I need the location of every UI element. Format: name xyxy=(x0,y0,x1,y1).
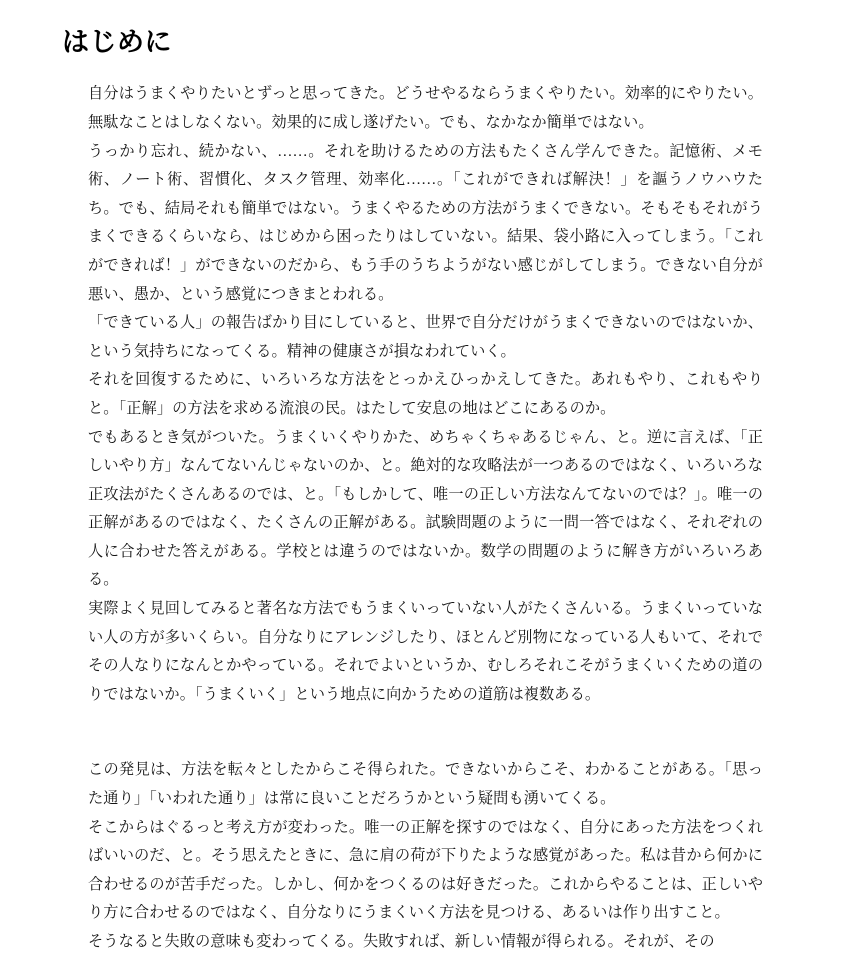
paragraph: そこからはぐるっと考え方が変わった。唯一の正解を探すのではなく、自分にあった方法をつくればいいのだ、と。そう思えたときに、急に肩の荷が下りたような感覚があった。私は昔から何かに合わせるのが苦手だった。しかし、何かをつくるのは好きだった。これからやることは、正しいやり方に合わせるのではなく、自分なりにうまくいく方法を見つける、あるいは作り出すこと。 xyxy=(88,818,763,922)
paragraph: そうなると失敗の意味も変わってくる。失敗すれば、新しい情報が得られる。それが、その xyxy=(88,933,715,951)
page-title: はじめに xyxy=(62,27,172,57)
paragraph: それを回復するために、いろいろな方法をとっかえひっかえしてきた。あれもやり、これもやりと。「正解」の方法を求める流浪の民。はたして安息の地はどこにあるのか。 xyxy=(88,371,763,417)
paragraph: うっかり忘れ、続かない、……。それを助けるための方法もたくさん学んできた。記憶術、メモ術、ノート術、習慣化、タスク管理、効率化……。「これができれば解決！」を謳うノウハウたち。でも、結局それも簡単ではない。うまくやるための方法がうまくできない。そもそもそれがうまくできるくらいなら、はじめから困ったりはしていない。結果、袋小路に入ってしまう。「これができれば！」ができないのだから、もう手のうちようがない感じがしてしまう。できない自分が悪い、愚か、という感覚につきまとわれる。 xyxy=(88,142,763,303)
paragraph: 「できている人」の報告ばかり目にしていると、世界で自分だけがうまくできないのではないか、という気持ちになってくる。精神の健康さが損なわれていく。 xyxy=(88,314,763,360)
paragraph: でもあるとき気がついた。うまくいくやりかた、めちゃくちゃあるじゃん、と。逆に言えば、「正しいやり方」なんてないんじゃないのか、と。絶対的な攻略法が一つあるのではなく、いろいろな正攻法がたくさんあるのでは、と。「もしかして、唯一の正しい方法なんてないのでは？」。唯一の正解があるのではなく、たくさんの正解がある。試験問題のように一問一答ではなく、それぞれの人に合わせた答えがある。学校とは違うのではないか。数学の問題のように解き方がいろいろある。 xyxy=(88,428,763,589)
paragraph: 自分はうまくやりたいとずっと思ってきた。どうせやるならうまくやりたい。効率的にやりたい。無駄なことはしなくない。効果的に成し遂げたい。でも、なかなか簡単ではない。 xyxy=(88,85,763,131)
paragraph: この発見は、方法を転々としたからこそ得られた。できないからこそ、わかることがある。「思った通り」「いわれた通り」は常に良いことだろうかという疑問も湧いてくる。 xyxy=(88,761,763,808)
document-body xyxy=(0,80,855,956)
paragraph: 実際よく見回してみると著名な方法でもうまくいっていない人がたくさんいる。うまくいっていない人の方が多いくらい。自分なりにアレンジしたり、ほとんど別物になっている人もいて、それでその人なりになんとかやっている。それでよいというか、むしろそれこそがうまくいくための道のりではないか。「うまくいく」という地点に向かうための道筋は複数ある。 xyxy=(88,600,763,703)
